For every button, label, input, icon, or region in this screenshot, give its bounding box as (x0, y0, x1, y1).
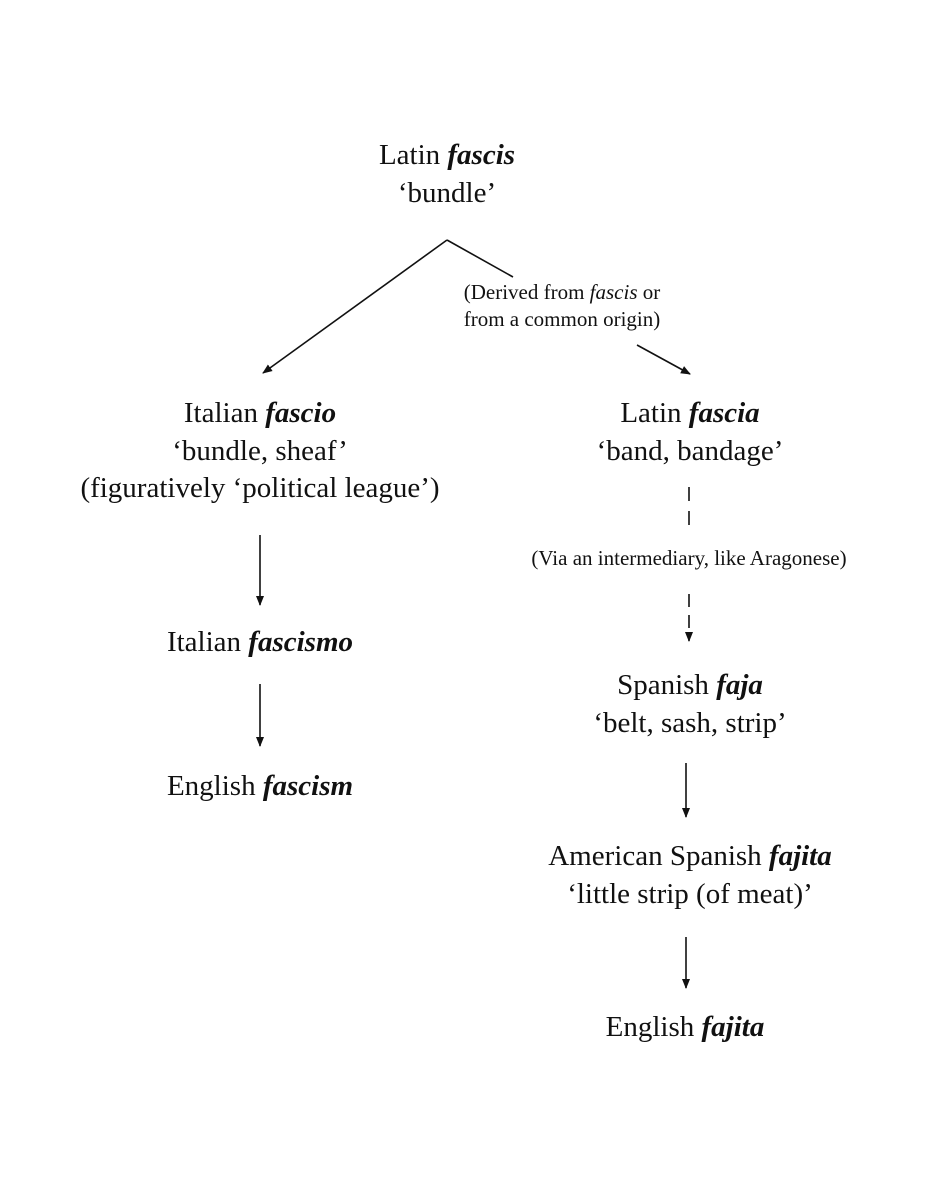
lang-label: Latin (620, 397, 682, 429)
etymon-word: fascism (262, 770, 354, 802)
lang-label: Spanish (617, 669, 709, 701)
note-line2: from a common origin) (463, 307, 661, 332)
node-english-fascism (110, 768, 410, 806)
node-italian-fascismo (110, 624, 410, 662)
lang-label: Italian (183, 397, 258, 429)
etymon-word: faja (716, 669, 763, 701)
etymon-word: fascio (265, 397, 337, 429)
etymon-word: fascismo (248, 626, 354, 658)
lang-label: Italian (166, 626, 242, 658)
gloss: ‘bundle, sheaf’ (172, 434, 348, 467)
gloss: ‘bundle’ (397, 176, 497, 209)
lang-label: American Spanish (548, 840, 762, 872)
gloss: ‘little strip (of meat)’ (567, 877, 813, 910)
gloss: ‘belt, sash, strip’ (593, 706, 787, 739)
line-root-to-note (447, 240, 513, 277)
note-prefix: (Derived from (463, 280, 590, 304)
node-latin-fascis (297, 137, 597, 212)
node-latin-fascia (540, 395, 840, 470)
node-american-spanish-fajita (500, 838, 880, 913)
gloss: ‘band, bandage’ (596, 434, 784, 467)
lang-label: English (605, 1011, 695, 1043)
arrow-note-to-fascia (637, 345, 690, 374)
etymon-word: fascis (447, 139, 516, 171)
intermediary-note-text: (Via an intermediary, like Aragonese) (531, 546, 847, 570)
node-english-fajita (535, 1009, 835, 1047)
note-suffix: or (637, 280, 661, 304)
lang-label: English (166, 770, 256, 802)
derivation-note (412, 279, 712, 334)
intermediary-note (489, 545, 889, 572)
etymon-word: fajita (768, 840, 832, 872)
gloss-extra: (figuratively ‘political league’) (80, 472, 440, 505)
note-word: fascis (589, 280, 638, 304)
etymon-word: fascia (688, 397, 760, 429)
node-spanish-faja (540, 667, 840, 742)
etymon-word: fajita (701, 1011, 765, 1043)
node-italian-fascio (60, 395, 460, 508)
lang-label: Latin (378, 139, 441, 171)
